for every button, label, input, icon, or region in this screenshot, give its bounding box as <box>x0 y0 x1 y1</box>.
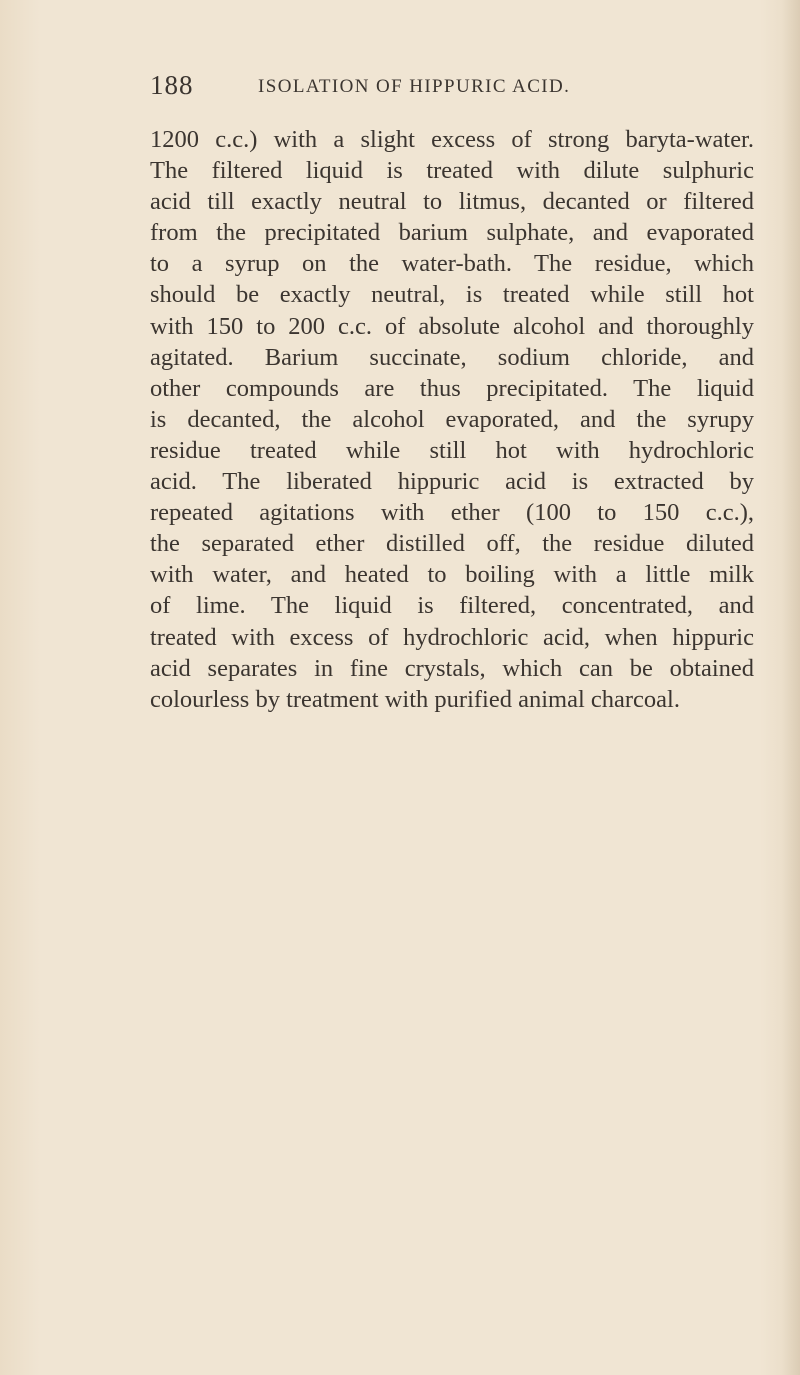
text-line: to a syrup on the water-bath. The residue, which <box>150 250 754 278</box>
running-title: ISOLATION OF HIPPURIC ACID. <box>258 76 571 97</box>
text-line: colourless by treatment with purified animal charcoal. <box>150 685 680 713</box>
page-header <box>150 70 750 110</box>
text-line: acid till exactly neutral to litmus, decanted or filtered <box>150 188 754 216</box>
text-line: should be exactly neutral, is treated while still hot <box>150 281 754 309</box>
text-line: is decanted, the alcohol evaporated, and the syrupy <box>150 405 754 433</box>
text-line: other compounds are thus precipitated. The liquid <box>150 374 754 402</box>
page-number: 188 <box>150 70 194 100</box>
text-line: acid. The liberated hippuric acid is extracted by <box>150 468 754 496</box>
text-line: from the precipitated barium sulphate, and evaporated <box>150 219 754 247</box>
text-line: residue treated while still hot with hydrochloric <box>150 436 754 464</box>
text-line: of lime. The liquid is filtered, concentrated, and <box>150 592 754 620</box>
page-edge-shadow <box>782 0 800 1375</box>
text-line: treated with excess of hydrochloric acid, when hippuric <box>150 623 754 651</box>
text-line: with 150 to 200 c.c. of absolute alcohol and thoroughly <box>150 312 754 340</box>
text-line: the separated ether distilled off, the residue diluted <box>150 530 754 558</box>
text-line: repeated agitations with ether (100 to 150 c.c.), <box>150 499 754 527</box>
text-line: acid separates in fine crystals, which can be obtained <box>150 654 754 682</box>
body-paragraph <box>150 124 754 715</box>
text-line: agitated. Barium succinate, sodium chloride, and <box>150 343 754 371</box>
text-line: The filtered liquid is treated with dilute sulphuric <box>150 157 754 185</box>
text-line: with water, and heated to boiling with a little milk <box>150 561 754 589</box>
text-line: 1200 c.c.) with a slight excess of strong baryta-water. <box>150 126 754 153</box>
